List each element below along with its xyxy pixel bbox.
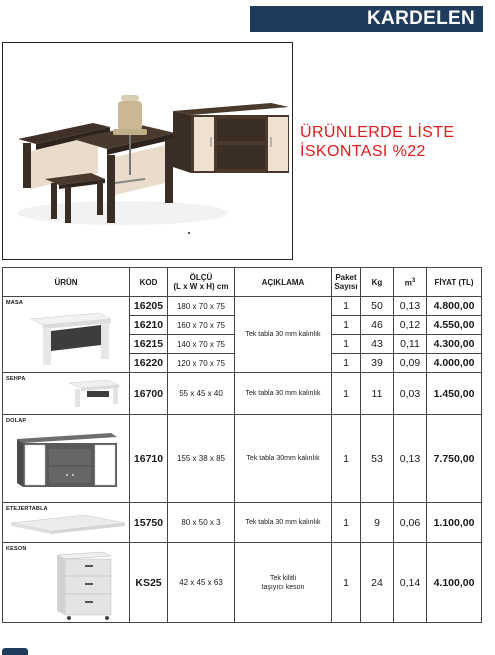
discount-promo xyxy=(300,123,490,161)
coffee-table-image xyxy=(3,373,130,415)
col-header-fiyat: FİYAT (TL) xyxy=(427,268,482,297)
product-code: 16220 xyxy=(130,354,168,373)
volume-m3: 0,14 xyxy=(394,543,427,623)
product-code: 16710 xyxy=(130,415,168,503)
product-name: MASA xyxy=(6,300,23,306)
brand-header xyxy=(250,6,483,32)
weight-kg: 46 xyxy=(361,316,394,335)
table-row xyxy=(3,503,482,543)
product-cell-dolap xyxy=(3,415,130,503)
volume-m3: 0,13 xyxy=(394,415,427,503)
brand-title: KARDELEN xyxy=(367,8,475,29)
product-dimension: 140 x 70 x 75 xyxy=(168,335,235,354)
price: 7.750,00 xyxy=(427,415,482,503)
table-row xyxy=(3,373,482,415)
weight-kg: 11 xyxy=(361,373,394,415)
product-description: Tek tabla 30 mm kalınlık xyxy=(235,373,332,415)
description-line-1: Tek kilitli xyxy=(269,574,297,582)
price: 1.450,00 xyxy=(427,373,482,415)
weight-kg: 43 xyxy=(361,335,394,354)
table-row xyxy=(3,297,482,316)
product-name: ETEJERTABLA xyxy=(6,506,48,512)
product-dimension: 155 x 38 x 85 xyxy=(168,415,235,503)
product-cell-etejertabla xyxy=(3,503,130,543)
product-cell-sehpa xyxy=(3,373,130,415)
product-code: KS25 xyxy=(130,543,168,623)
office-set-illustration xyxy=(3,43,292,259)
col-header-m3 xyxy=(394,268,427,297)
m3-label: m xyxy=(404,278,412,288)
product-dimension: 80 x 50 x 3 xyxy=(168,503,235,543)
col-header-kod: KOD xyxy=(130,268,168,297)
product-code: 16210 xyxy=(130,316,168,335)
product-dimension: 55 x 45 x 40 xyxy=(168,373,235,415)
table-row xyxy=(3,543,482,623)
product-code: 16205 xyxy=(130,297,168,316)
col-header-urun: ÜRÜN xyxy=(3,268,130,297)
product-code: 16215 xyxy=(130,335,168,354)
volume-m3: 0,09 xyxy=(394,354,427,373)
weight-kg: 53 xyxy=(361,415,394,503)
product-description: Tek tabla 30 mm kalınlık xyxy=(235,503,332,543)
table-header-row xyxy=(3,268,482,297)
product-description: Tek tabla 30mm kalınlık xyxy=(235,415,332,503)
page-number-tab xyxy=(2,648,28,655)
product-cell-keson xyxy=(3,543,130,623)
volume-m3: 0,13 xyxy=(394,297,427,316)
product-dimension: 120 x 70 x 75 xyxy=(168,354,235,373)
price-list-table xyxy=(2,267,482,623)
package-count: 1 xyxy=(332,354,361,373)
volume-m3: 0,12 xyxy=(394,316,427,335)
col-header-olcu xyxy=(168,268,235,297)
paket-line-2: Sayısı xyxy=(334,282,358,291)
weight-kg: 24 xyxy=(361,543,394,623)
price: 4.300,00 xyxy=(427,335,482,354)
product-description: Tek tabla 30 mm kalınlık xyxy=(235,297,332,373)
product-code: 15750 xyxy=(130,503,168,543)
product-name: SEHPA xyxy=(6,376,26,382)
col-header-paket xyxy=(332,268,361,297)
volume-m3: 0,11 xyxy=(394,335,427,354)
product-name: DOLAP xyxy=(6,418,27,424)
olcu-line-1: ÖLÇÜ xyxy=(189,273,213,282)
description-line-2: taşıyıcı keson xyxy=(261,583,305,591)
volume-m3: 0,06 xyxy=(394,503,427,543)
price: 4.000,00 xyxy=(427,354,482,373)
price: 1.100,00 xyxy=(427,503,482,543)
weight-kg: 9 xyxy=(361,503,394,543)
desk-product-image xyxy=(3,297,130,375)
product-dimension: 180 x 70 x 75 xyxy=(168,297,235,316)
cabinet-image xyxy=(3,415,130,503)
product-dimension: 42 x 45 x 63 xyxy=(168,543,235,623)
weight-kg: 39 xyxy=(361,354,394,373)
product-code: 16700 xyxy=(130,373,168,415)
package-count: 1 xyxy=(332,373,361,415)
olcu-line-2: (L x W x H) cm xyxy=(173,282,229,291)
promo-line-1: ÜRÜNLERDE LİSTE xyxy=(300,124,455,141)
hero-product-image xyxy=(2,42,293,260)
table-row xyxy=(3,415,482,503)
promo-line-2: İSKONTASI %22 xyxy=(300,143,426,160)
package-count: 1 xyxy=(332,316,361,335)
package-count: 1 xyxy=(332,503,361,543)
volume-m3: 0,03 xyxy=(394,373,427,415)
package-count: 1 xyxy=(332,335,361,354)
product-name: KESON xyxy=(6,546,27,552)
col-header-kg: Kg xyxy=(361,268,394,297)
package-count: 1 xyxy=(332,415,361,503)
product-description xyxy=(235,543,332,623)
product-dimension: 160 x 70 x 75 xyxy=(168,316,235,335)
col-header-aciklama: AÇIKLAMA xyxy=(235,268,332,297)
paket-line-1: Paket xyxy=(335,273,357,282)
package-count: 1 xyxy=(332,297,361,316)
price: 4.100,00 xyxy=(427,543,482,623)
m3-sup: 3 xyxy=(411,277,416,284)
product-cell-masa xyxy=(3,297,130,373)
price: 4.800,00 xyxy=(427,297,482,316)
weight-kg: 50 xyxy=(361,297,394,316)
package-count: 1 xyxy=(332,543,361,623)
shelf-board-image xyxy=(3,503,130,543)
price: 4.550,00 xyxy=(427,316,482,335)
pedestal-drawer-image xyxy=(3,543,130,623)
